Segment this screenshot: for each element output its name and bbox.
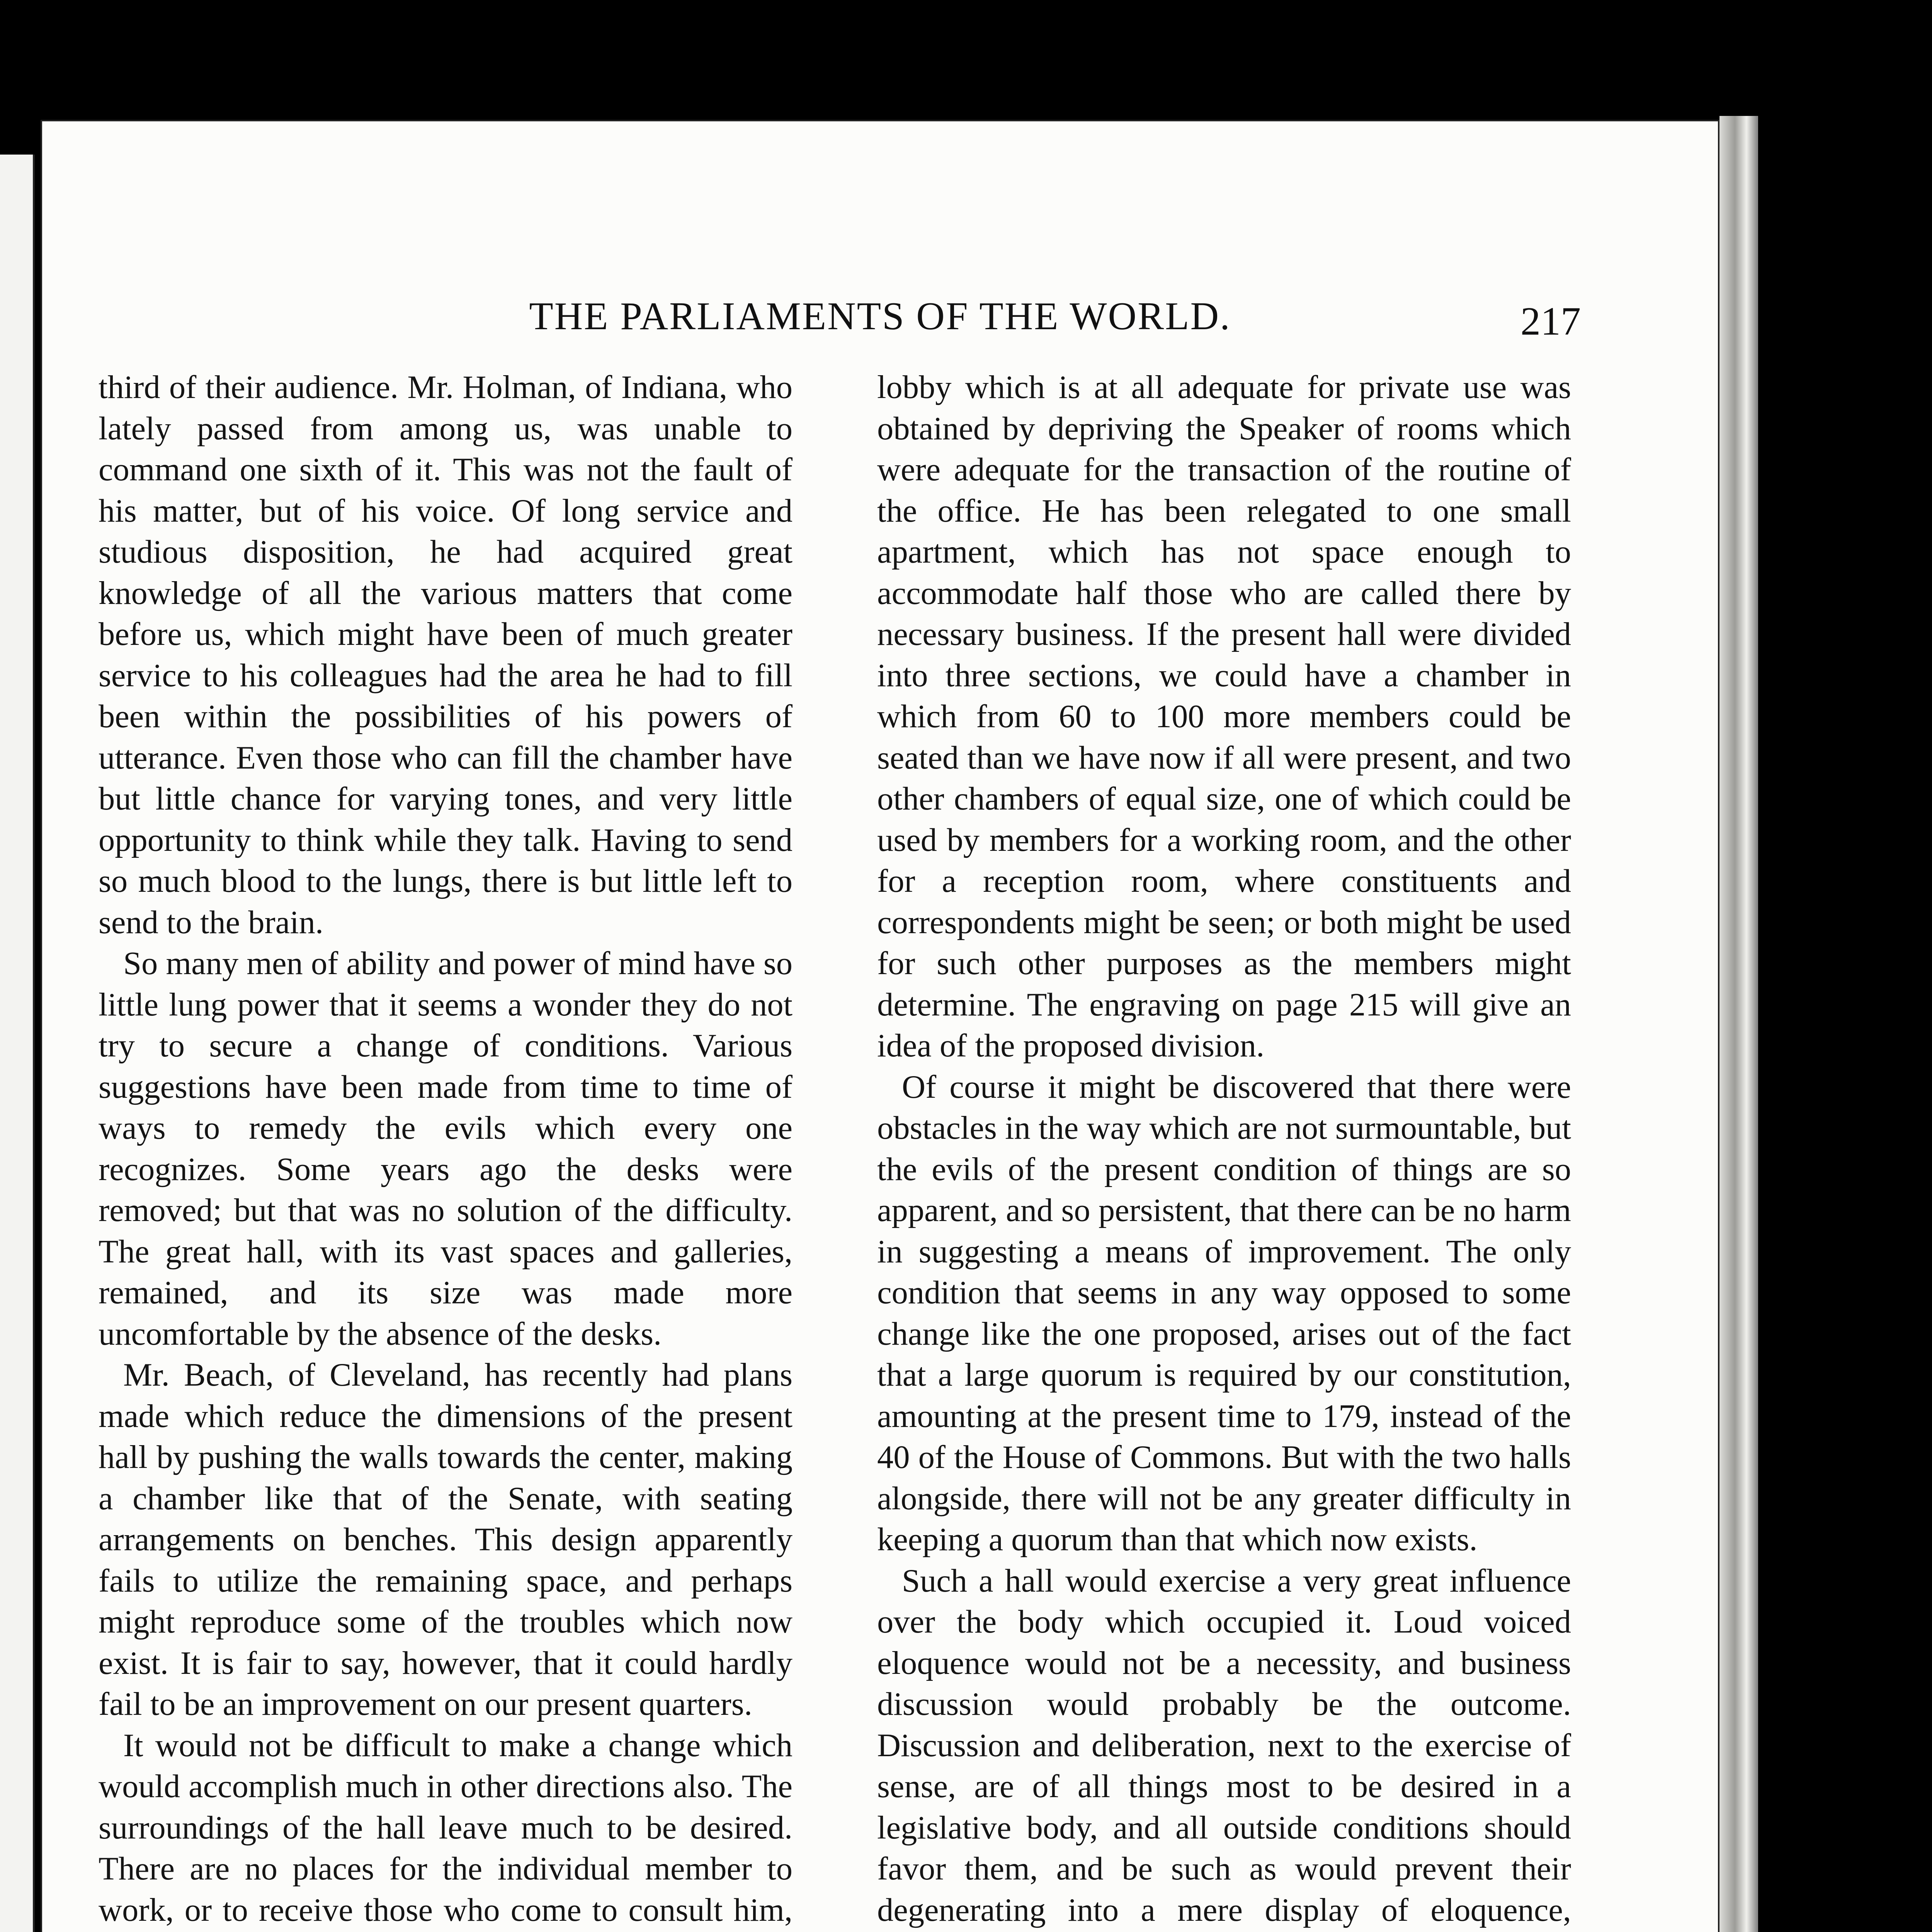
paragraph: So many men of ability and power of mind have so little lung power that it seems a wonder they do not try to secure a change of conditions. Various suggestions have been made from time to time of ways to remedy the evils which every one recognizes. Some years ago the desks were removed; but that was no solution of the difficulty. The great hall, with its vast spaces and galleries, remained, and its size was made more uncomfortable by the absence of the desks. [99,946,793,1352]
paragraph: third of their audience. Mr. Holman, of Indiana, who lately passed from among us, was unable to command one sixth of it. This was not the fault of his matter, but of his voice. Of long service and studious disposition, he had acquired great knowledge of all the various matters that come before us, which might have been of much greater service to his colleagues had the area he had to fill been within the possibilities of his powers of utterance. Even those who can fill the chamber have but little chance for varying tones, and very little opportunity to think while they talk. Having to send so much blood to the lungs, there is but little left to send to the brain. [99,369,793,940]
page-number: 217 [1520,299,1581,344]
paragraph: Such a hall would exercise a very great influence over the body which occupied it. Loud voiced eloquence would not be a necessity, and business discussion would probably be the outcome. Discussion and deliberation, next to the exercise of sense, are of all things most to be desired in a legislative body, and all outside conditions should favor them, and be such as would prevent their degenerating into a mere display of eloquence, [877,1563,1571,1928]
paragraph: Mr. Beach, of Cleveland, has recently had plans made which reduce the dimensions of the present hall by pushing the walls towards the center, making a chamber like that of the Senate, with seating arrangements on benches. This design apparently fails to utilize the remaining space, and perhaps might reproduce some of the troubles which now exist. It is fair to say, however, that it could hardly fail to be an improvement on our present quarters. [99,1357,793,1722]
paragraph: Of course it might be discovered that there were obstacles in the way which are not surmountable, but the evils of the present condition of things are so apparent, and so persistent, that there can be no harm in suggesting a means of improvement. The only condition that seems in any way opposed to some change like the one proposed, arises out of the fact that a large quorum is required by our constitution, amounting at the present time to 179, instead of the 40 of the House of Commons. But with the two halls alongside, there will not be any greater difficulty in keeping a quorum than that which now exists. [877,1069,1571,1558]
running-title: THE PARLIAMENTS OF THE WORLD. [529,294,1231,338]
page-edge-shadow [1719,116,1758,1932]
paragraph: It would not be difficult to make a change which would accomplish much in other directions also. The surroundings of the hall leave much to be desired. There are no places for the individual member to work, or to receive those who come to consult him, [99,1727,793,1928]
right-column [877,367,1571,1932]
left-column [99,367,793,1932]
facing-page-edge [0,155,35,1932]
paragraph: lobby which is at all adequate for private use was obtained by depriving the Speaker of rooms which were adequate for the transaction of the routine of the office. He has been relegated to one small apartment, which has not space enough to accommodate half those who are called there by necessary business. If the present hall were divided into three sections, we could have a chamber in which from 60 to 100 more members could be seated than we have now if all were present, and two other chambers of equal size, one of which could be used by members for a working room, and the other for a reception room, where constituents and correspondents might be seen; or both might be used for such other purposes as the members might determine. The engraving on page 215 will give an idea of the proposed division. [877,369,1571,1064]
book-page [41,120,1719,1932]
